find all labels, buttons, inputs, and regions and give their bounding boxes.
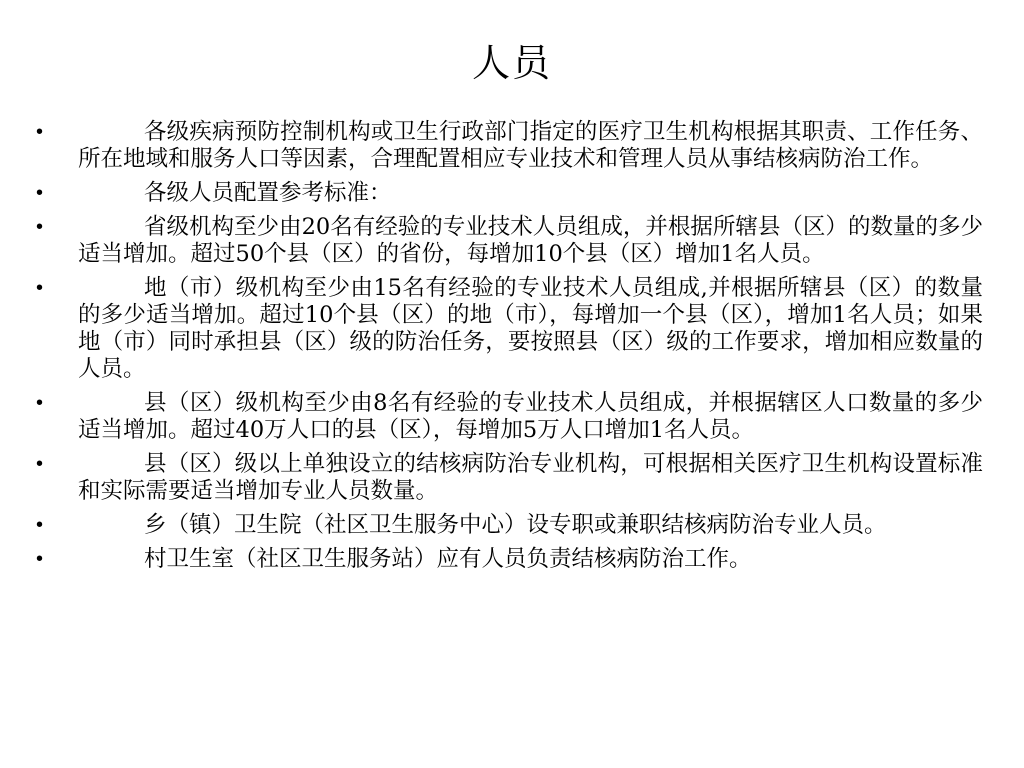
bullet-icon: • <box>36 392 44 414</box>
bullet-icon: • <box>36 548 44 570</box>
bullet-item <box>0 119 983 173</box>
bullet-icon: • <box>36 182 44 204</box>
bullet-item <box>0 546 983 573</box>
bullet-icon: • <box>36 453 44 475</box>
bullet-text: 省级机构至少由20名有经验的专业技术人员组成，并根据所辖县（区）的数量的多少适当增加。超过50个县（区）的省份，每增加10个县（区）增加1名人员。 <box>78 214 983 267</box>
bullet-item <box>0 275 983 383</box>
bullet-text: 各级疾病预防控制机构或卫生行政部门指定的医疗卫生机构根据其职责、工作任务、所在地域和服务人口等因素，合理配置相应专业技术和管理人员从事结核病防治工作。 <box>78 119 983 172</box>
bullet-item <box>0 390 983 444</box>
bullet-icon: • <box>36 514 44 536</box>
bullet-text: 村卫生室（社区卫生服务站）应有人员负责结核病防治工作。 <box>144 546 752 572</box>
bullet-text: 乡（镇）卫生院（社区卫生服务中心）设专职或兼职结核病防治专业人员。 <box>144 512 887 538</box>
bullet-item <box>0 512 983 539</box>
bullet-item <box>0 214 983 268</box>
bullet-item <box>0 180 983 207</box>
bullet-icon: • <box>36 277 44 299</box>
bullet-icon: • <box>36 121 44 143</box>
bullet-text: 各级人员配置参考标准： <box>144 180 392 206</box>
bullet-item <box>0 451 983 505</box>
bullet-text: 地（市）级机构至少由15名有经验的专业技术人员组成,并根据所辖县（区）的数量的多少适当增加。超过10个县（区）的地（市），每增加一个县（区），增加1名人员；如果地（市）同时承担县（区）级的防治任务，要按照县（区）级的工作要求，增加相应数量的人员。 <box>78 275 983 382</box>
slide-title: 人员 <box>471 41 552 85</box>
bullet-text: 县（区）级机构至少由8名有经验的专业技术人员组成，并根据辖区人口数量的多少适当增加。超过40万人口的县（区），每增加5万人口增加1名人员。 <box>78 390 983 443</box>
bullet-list <box>0 119 1024 580</box>
bullet-text: 县（区）级以上单独设立的结核病防治专业机构，可根据相关医疗卫生机构设置标准和实际需要适当增加专业人员数量。 <box>78 451 983 504</box>
bullet-icon: • <box>36 216 44 238</box>
